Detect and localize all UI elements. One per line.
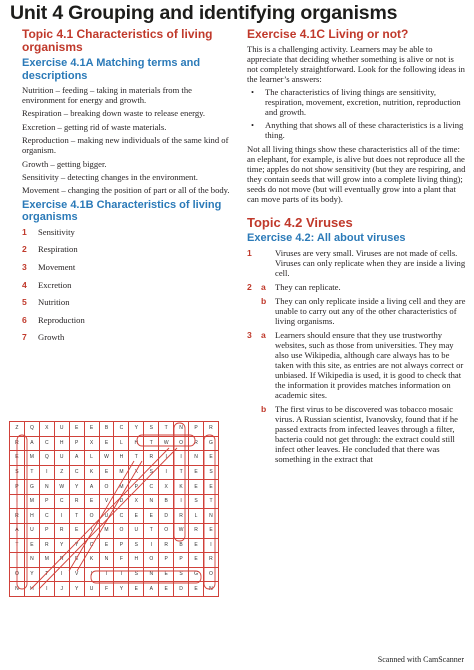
wordsearch-cell: R [174, 509, 189, 524]
wordsearch-cell: N [10, 582, 25, 597]
answers-list [22, 227, 232, 350]
wordsearch-cell: U [129, 524, 144, 539]
wordsearch-cell: W [99, 451, 114, 466]
wordsearch-cell: W [174, 524, 189, 539]
wordsearch-cell: E [129, 509, 144, 524]
wordsearch-cell: B [159, 494, 174, 509]
wordsearch-cell: A [10, 524, 25, 539]
wordsearch-cell: I [54, 567, 69, 582]
wordsearch-cell: N [144, 567, 159, 582]
wordsearch-cell: O [114, 524, 129, 539]
wordsearch-cell: Z [54, 465, 69, 480]
wordsearch-cell: I [84, 524, 99, 539]
wordsearch-cell: O [203, 567, 218, 582]
question-3a: 3 a Learners should ensure that they use trustworthy websites, such as those from universities. They may also use Wikipedia, although care always has to be taken with this site, as entries are not always correct or unbiased. If Wikipedia is used, it is good to check that the information it provides matches information on academic sites. [247, 329, 464, 400]
wordsearch-cell: X [129, 494, 144, 509]
wordsearch-cell: R [54, 553, 69, 568]
wordsearch-cell: R [10, 436, 25, 451]
list-item: 7 Growth [22, 332, 65, 343]
wordsearch-cell: T [129, 451, 144, 466]
wordsearch-cell: Y [69, 538, 84, 553]
wordsearch-cell: E [10, 451, 25, 466]
exercise-4-2-heading: Exercise 4.2: All about viruses [247, 232, 406, 245]
wordsearch-cell: E [189, 582, 204, 597]
wordsearch-cell: R [69, 494, 84, 509]
wordsearch-cell: B [99, 422, 114, 437]
list-item: 5 Nutrition [22, 297, 70, 308]
wordsearch-cell: P [39, 524, 54, 539]
wordsearch-cell: E [189, 465, 204, 480]
wordsearch-cell: I [159, 451, 174, 466]
wordsearch-cell: N [144, 494, 159, 509]
wordsearch-cell: P [39, 494, 54, 509]
wordsearch-cell: E [159, 582, 174, 597]
wordsearch-cell: E [69, 524, 84, 539]
question-2a: 2 a They can replicate. [247, 281, 341, 292]
wordsearch-cell: P [114, 538, 129, 553]
wordsearch-cell: S [129, 567, 144, 582]
wordsearch-cell: K [84, 553, 99, 568]
wordsearch-row [10, 524, 219, 539]
wordsearch-cell: E [99, 465, 114, 480]
wordsearch-cell: Y [129, 422, 144, 437]
wordsearch-cell: F [99, 582, 114, 597]
wordsearch-cell: W [159, 436, 174, 451]
wordsearch-cell: K [84, 465, 99, 480]
wordsearch-cell: C [114, 422, 129, 437]
wordsearch-cell: Q [39, 451, 54, 466]
wordsearch-cell: M [114, 480, 129, 495]
wordsearch-row [10, 422, 219, 437]
wordsearch-cell: R [39, 538, 54, 553]
wordsearch-cell: E [69, 422, 84, 437]
wordsearch-cell: N [203, 582, 218, 597]
list-item: • Anything that shows all of these characteristics is a living thing. [251, 120, 464, 141]
wordsearch-cell: E [129, 582, 144, 597]
wordsearch-cell: P [10, 480, 25, 495]
wordsearch-cell: I [39, 582, 54, 597]
wordsearch-cell: C [84, 538, 99, 553]
wordsearch-cell: E [99, 436, 114, 451]
wordsearch-cell: R [159, 538, 174, 553]
right-column [247, 28, 467, 468]
wordsearch-cell: H [129, 553, 144, 568]
wordsearch-cell: O [159, 524, 174, 539]
definition-movement: Movement – changing the position of part or all of the body. [22, 185, 230, 196]
wordsearch-cell: M [99, 524, 114, 539]
wordsearch-cell: I [144, 538, 159, 553]
definitions-list [22, 85, 232, 195]
wordsearch-cell: X [84, 436, 99, 451]
wordsearch-cell: E [99, 538, 114, 553]
intro-paragraph: This is a challenging activity. Learners may be able to appreciate that deciding whether something is alive or not is not completely straightforward. Look for the following ideas in the learner’s answers: [247, 44, 465, 84]
wordsearch-cell: E [84, 494, 99, 509]
definition-growth: Growth – getting bigger. [22, 158, 107, 169]
wordsearch-cell: S [174, 567, 189, 582]
ideas-list [247, 87, 467, 140]
list-item: 2 Respiration [22, 244, 78, 255]
wordsearch-cell: Y [24, 567, 39, 582]
wordsearch-row [10, 465, 219, 480]
wordsearch-cell: N [189, 451, 204, 466]
definition-excretion: Excretion – getting rid of waste materials. [22, 121, 167, 132]
wordsearch-cell: M [24, 494, 39, 509]
definition-nutrition: Nutrition – feeding – taking in materials from the environment for energy and growth. [22, 85, 192, 105]
exercise-4-1c-heading: Exercise 4.1C Living or not? [247, 27, 409, 41]
wordsearch-row [10, 509, 219, 524]
wordsearch-cell: T [144, 524, 159, 539]
wordsearch-cell: I [10, 553, 25, 568]
wordsearch-cell: T [39, 567, 54, 582]
living-things-paragraph: Not all living things show these characteristics all of the time: an elephant, for example, is alive but does not reproduce all the time; apples do not show sensitivity (but they are respiring, and they contain seeds that will grow into a complete living thing); seeds do not move (but will eventually grow into a plant that can move parts of its body). [247, 144, 466, 205]
wordsearch-cell: P [174, 553, 189, 568]
wordsearch-cell: E [189, 553, 204, 568]
wordsearch-cell: M [114, 465, 129, 480]
wordsearch-cell: H [24, 509, 39, 524]
wordsearch-cell: E [24, 538, 39, 553]
wordsearch-cell: D [114, 494, 129, 509]
wordsearch-cell: C [114, 509, 129, 524]
wordsearch-cell: O [144, 553, 159, 568]
wordsearch-cell: I [84, 567, 99, 582]
wordsearch-cell: I [159, 465, 174, 480]
wordsearch-cell: E [203, 480, 218, 495]
exercise-4-1b-heading: Exercise 4.1B Characteristics of living organisms [22, 198, 222, 224]
wordsearch-cell: S [203, 465, 218, 480]
wordsearch-cell: O [174, 436, 189, 451]
wordsearch-cell: M [24, 451, 39, 466]
wordsearch-cell: V [99, 494, 114, 509]
wordsearch-cell: R [203, 422, 218, 437]
wordsearch-row [10, 553, 219, 568]
wordsearch-row [10, 582, 219, 597]
wordsearch-cell: V [69, 567, 84, 582]
wordsearch-cell: S [144, 422, 159, 437]
wordsearch-cell: R [54, 524, 69, 539]
wordsearch-cell: I [114, 567, 129, 582]
list-item: 1 Sensitivity [22, 226, 75, 237]
wordsearch-cell: Y [54, 538, 69, 553]
wordsearch-cell: Z [10, 422, 25, 437]
scanner-footer: Scanned with CamScanner [377, 655, 464, 664]
wordsearch-cell: B [174, 538, 189, 553]
wordsearch-cell: E [189, 538, 204, 553]
wordsearch-cell: A [69, 451, 84, 466]
wordsearch-cell: C [39, 509, 54, 524]
wordsearch-cell: I [10, 494, 25, 509]
definition-reproduction: Reproduction – making new individuals of the same kind of organism. [22, 135, 229, 156]
wordsearch-cell: H [114, 451, 129, 466]
unit-title: Unit 4 Grouping and identifying organisms [10, 2, 398, 24]
wordsearch-cell: A [84, 480, 99, 495]
wordsearch-cell: C [39, 436, 54, 451]
wordsearch-cell: X [39, 422, 54, 437]
wordsearch-cell: W [54, 480, 69, 495]
wordsearch-cell: I [203, 538, 218, 553]
wordsearch-row [10, 538, 219, 553]
wordsearch-cell: T [10, 538, 25, 553]
wordsearch-cell: S [10, 465, 25, 480]
wordsearch-row [10, 480, 219, 495]
wordsearch-cell: R [10, 509, 25, 524]
wordsearch-cell: G [24, 480, 39, 495]
wordsearch-cell: K [174, 480, 189, 495]
wordsearch-cell: U [54, 422, 69, 437]
exercise-4-1a-heading: Exercise 4.1A Matching terms and descriptions [22, 57, 201, 82]
wordsearch-cell: J [54, 582, 69, 597]
wordsearch-row [10, 451, 219, 466]
wordsearch-row [10, 494, 219, 509]
wordsearch-cell: Q [24, 422, 39, 437]
list-item: • The characteristics of living things are sensitivity, respiration, movement, excretion, nutrition, reproduction and growth. [251, 87, 461, 118]
wordsearch-cell: R [189, 524, 204, 539]
wordsearch-cell: I [54, 509, 69, 524]
wordsearch-cell: E [189, 480, 204, 495]
wordsearch-cell: T [99, 567, 114, 582]
wordsearch-cell: N [203, 509, 218, 524]
wordsearch-cell: U [84, 582, 99, 597]
wordsearch-cell: E [203, 451, 218, 466]
wordsearch-cell: L [114, 436, 129, 451]
wordsearch-cell: U [54, 451, 69, 466]
definition-sensitivity: Sensitivity – detecting changes in the environment. [22, 171, 198, 182]
wordsearch-cell: H [54, 436, 69, 451]
definition-respiration: Respiration – breaking down waste to release energy. [22, 108, 206, 119]
wordsearch-cell: T [144, 436, 159, 451]
wordsearch-cell: X [129, 465, 144, 480]
wordsearch-row [10, 567, 219, 582]
wordsearch-cell: H [24, 582, 39, 597]
wordsearch-cell: S [129, 538, 144, 553]
wordsearch-cell: I [39, 465, 54, 480]
question-1: 1 Viruses are very small. Viruses are not made of cells. Viruses can only replicate when they are inside a living cell. [247, 247, 466, 278]
wordsearch-cell: N [39, 480, 54, 495]
wordsearch-cell: P [189, 422, 204, 437]
wordsearch-cell: C [69, 465, 84, 480]
wordsearch-cell: L [84, 451, 99, 466]
list-item: 3 Movement [22, 261, 76, 272]
wordsearch-cell: I [174, 451, 189, 466]
list-item: 4 Excretion [22, 279, 72, 290]
wordsearch-cell: E [203, 524, 218, 539]
question-2b: b They can only replicate inside a living cell and they are unable to carry out any of the other characteristics of living organisms. [261, 295, 466, 326]
wordsearch-cell: T [203, 494, 218, 509]
wordsearch-cell: P [69, 436, 84, 451]
left-column [22, 28, 232, 354]
wordsearch-cell: E [84, 422, 99, 437]
wordsearch-cell: G [203, 436, 218, 451]
topic-4-1-heading: Topic 4.1 Characteristics of living organisms [22, 27, 213, 54]
wordsearch-cell: F [114, 553, 129, 568]
wordsearch-cell: R [189, 436, 204, 451]
question-3b: b The first virus to be discovered was tobacco mosaic virus. A Russian scientist, Ivanovsky, found that if he passed extracts from infected leaves through a filter, bacteria could not get through: the extract could still infect other leaves. He concluded that there was something in the extract that [261, 403, 458, 464]
topic-4-2-heading: Topic 4.2 Viruses [247, 215, 353, 231]
wordsearch-cell: P [129, 480, 144, 495]
wordsearch-cell: U [24, 524, 39, 539]
wordsearch-cell: Y [69, 480, 84, 495]
wordsearch-cell: E [159, 567, 174, 582]
wordsearch-cell: T [24, 465, 39, 480]
wordsearch-cell: O [84, 509, 99, 524]
wordsearch-grid [9, 421, 219, 597]
wordsearch-row [10, 436, 219, 451]
wordsearch-cell: T [69, 509, 84, 524]
wordsearch-cell: N [174, 422, 189, 437]
wordsearch-cell: C [144, 480, 159, 495]
wordsearch-cell: S [144, 465, 159, 480]
wordsearch-cell: R [203, 553, 218, 568]
wordsearch-cell: Y [114, 582, 129, 597]
wordsearch-cell: G [189, 567, 204, 582]
wordsearch-cell: A [24, 436, 39, 451]
wordsearch-cell: O [10, 567, 25, 582]
wordsearch-cell: C [54, 494, 69, 509]
wordsearch-cell: A [144, 582, 159, 597]
wordsearch-cell: L [189, 509, 204, 524]
wordsearch-cell: U [99, 509, 114, 524]
wordsearch-cell: O [99, 480, 114, 495]
wordsearch-cell: H [129, 436, 144, 451]
wordsearch-cell: T [159, 422, 174, 437]
wordsearch-cell: P [159, 553, 174, 568]
wordsearch-cell: R [144, 451, 159, 466]
wordsearch-cell: E [144, 509, 159, 524]
wordsearch-cell: I [174, 494, 189, 509]
wordsearch-cell: T [174, 465, 189, 480]
wordsearch-cell: Y [69, 582, 84, 597]
wordsearch-cell: S [189, 494, 204, 509]
wordsearch-cell: X [159, 480, 174, 495]
wordsearch-cell: M [39, 553, 54, 568]
wordsearch-cell: N [99, 553, 114, 568]
wordsearch-cell: D [174, 582, 189, 597]
wordsearch-cell: E [69, 553, 84, 568]
wordsearch-cell: D [159, 509, 174, 524]
wordsearch-cell: N [24, 553, 39, 568]
list-item: 6 Reproduction [22, 314, 85, 325]
